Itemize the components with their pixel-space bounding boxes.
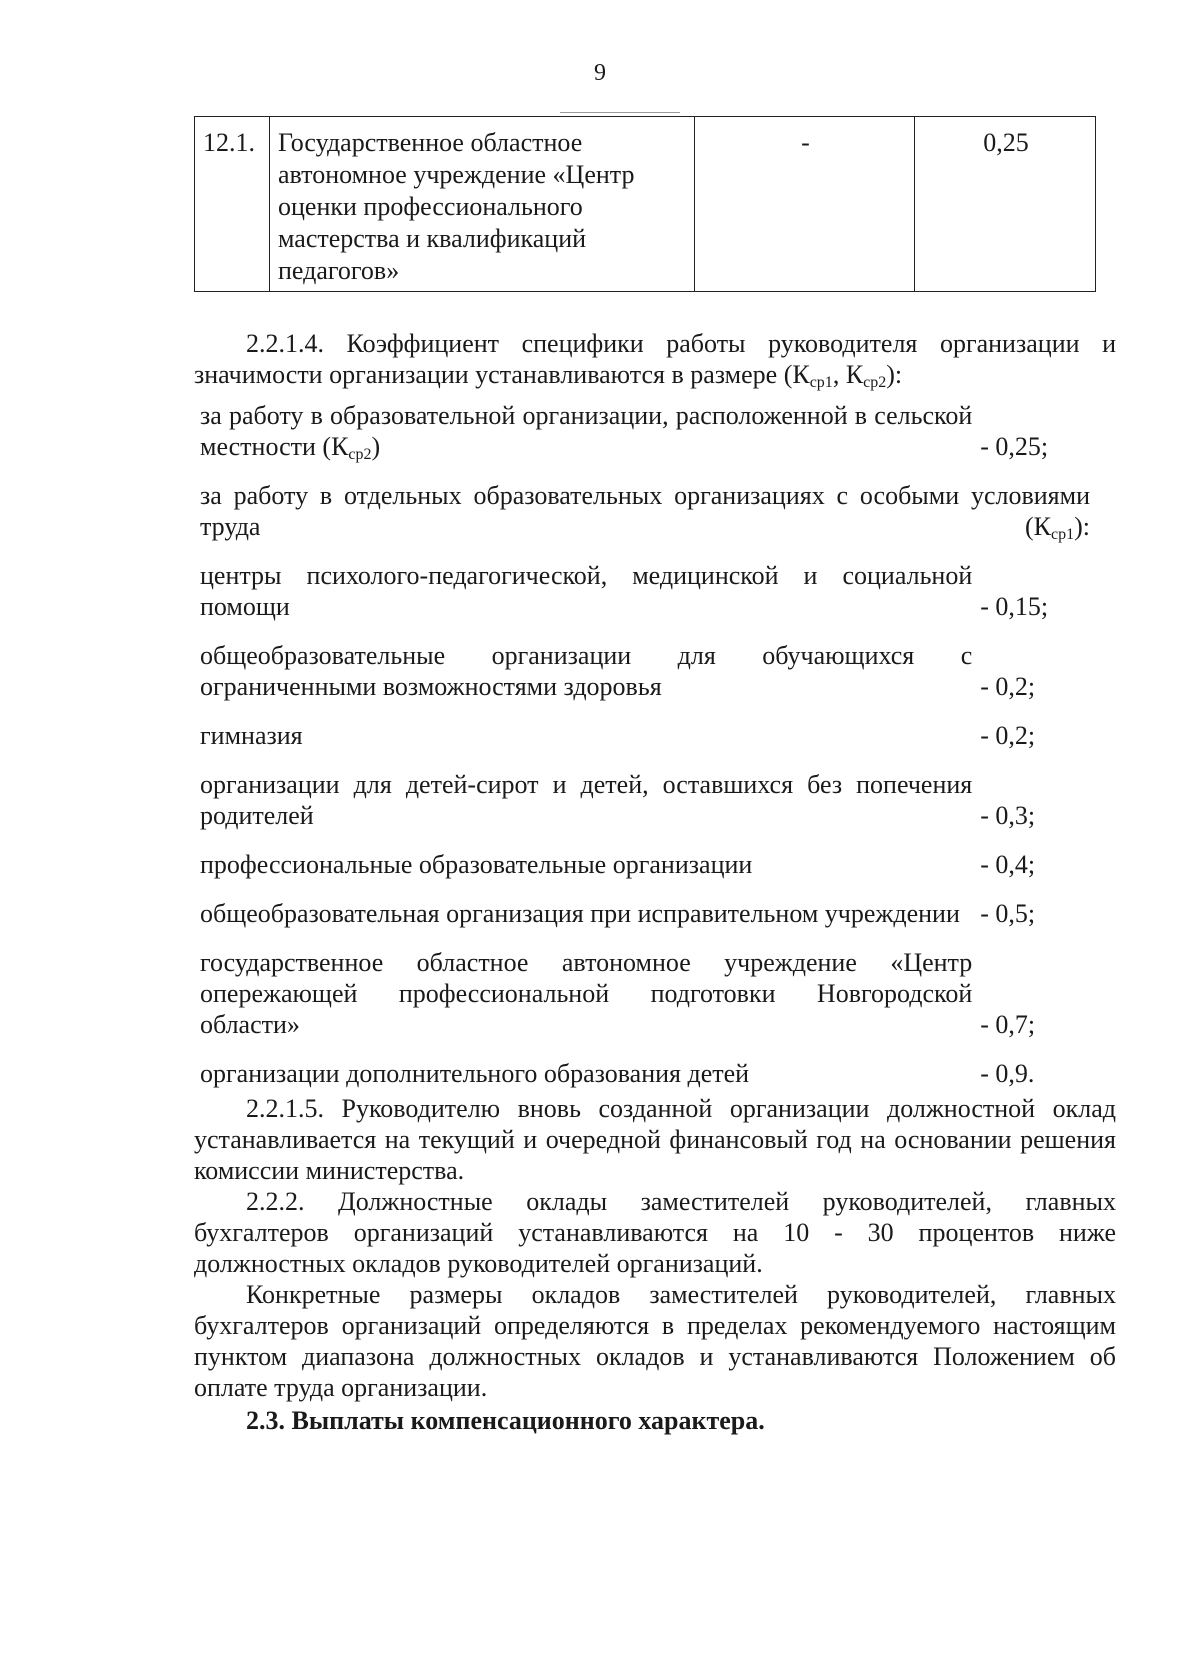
row-dash: -	[695, 117, 915, 292]
page-number: 9	[594, 60, 606, 86]
list-item	[200, 400, 1090, 462]
item-text: организации для детей-сирот и детей, оставшихся без попечения родителей	[200, 770, 973, 830]
list-item	[200, 898, 1090, 929]
item-text: общеобразовательная организация при исправительном учреждении	[200, 899, 960, 928]
row-organization-name: Государственное областное автономное учреждение «Центр оценки профессионального мастерства и квалификаций педагогов»	[270, 117, 695, 292]
coefficient-list	[200, 400, 1090, 1089]
item-value: - 0,2;	[980, 721, 1036, 750]
list-item	[200, 640, 1090, 702]
item-text: общеобразовательные организации для обучающихся с ограниченными возможностями здоровья	[200, 641, 973, 701]
item-value: - 0,5;	[980, 899, 1036, 928]
paragraph-2-2-1-4	[194, 328, 1116, 390]
paragraph-concrete-sizes: Конкретные размеры окладов заместителей руководителей, главных бухгалтеров организаций определяются в пределах рекомендуемого настоящим пунктом диапазона должностных окладов и устанавливаются Положением об оплате труда организации.	[194, 1280, 1116, 1402]
list-item	[200, 947, 1090, 1040]
item-text: государственное областное автономное учреждение «Центр опережающей профессиональной подготовки Новгородской области»	[200, 948, 973, 1039]
item-text: организации дополнительного образования детей	[200, 1059, 750, 1088]
item-text: за работу в отдельных образовательных организациях с особыми условиями труда $(К_{ср1})$:	[200, 481, 1090, 543]
list-item	[200, 480, 1090, 542]
p2214-text-b: , К	[832, 360, 864, 389]
item-value: - 0,25;	[980, 432, 1049, 461]
item-value: - 0,4;	[980, 850, 1036, 879]
coefficients-table	[194, 116, 1096, 292]
p2214-sub1: ср1	[809, 374, 833, 391]
item-value: - 0,3;	[980, 801, 1036, 830]
list-item	[200, 560, 1090, 622]
paragraph-2-2-1-5: 2.2.1.5. Руководителю вновь созданной организации должностной оклад устанавливается на текущий и очередной финансовый год на основании решения комиссии министерства.	[194, 1094, 1116, 1185]
row-value: 0,25	[915, 117, 1096, 292]
p2214-text-a: 2.2.1.4. Коэффициент специфики работы руководителя организации и значимости организации устанавливаются в размере (К	[194, 329, 1116, 389]
list-item	[200, 849, 1090, 880]
section-heading-2-3: 2.3. Выплаты компенсационного характера.	[246, 1406, 765, 1435]
table-row	[195, 117, 1096, 292]
item-value: - 0,15;	[980, 592, 1049, 621]
paragraph-2-2-2: 2.2.2. Должностные оклады заместителей руководителей, главных бухгалтеров организаций устанавливаются на 10 - 30 процентов ниже должностных окладов руководителей организаций.	[194, 1187, 1116, 1278]
item-value: - 0,9.	[980, 1059, 1035, 1088]
list-item	[200, 720, 1090, 751]
p2214-text-c: ):	[886, 360, 903, 389]
list-item	[200, 1058, 1090, 1089]
item-text: гимназия	[200, 721, 303, 750]
item-text: за работу в образовательной организации, расположенной в сельской местности $(К_{ср2})$	[200, 401, 973, 463]
p2214-sub2: ср2	[863, 374, 887, 391]
item-text: профессиональные образовательные организации	[200, 850, 753, 879]
document-body	[194, 328, 1116, 1436]
list-item	[200, 769, 1090, 831]
item-value: - 0,7;	[980, 1010, 1036, 1039]
item-value: - 0,2;	[980, 672, 1036, 701]
row-number: 12.1.	[195, 117, 270, 292]
item-text: центры психолого-педагогической, медицинской и социальной помощи	[200, 561, 973, 621]
scan-rule	[560, 112, 680, 113]
